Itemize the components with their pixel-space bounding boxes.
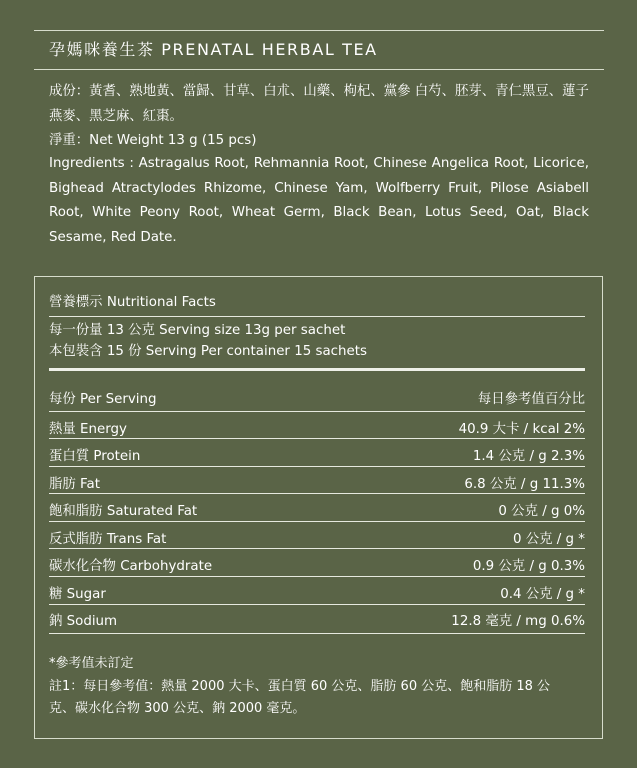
nutrient-label: 反式脂肪 Trans Fat xyxy=(49,531,167,547)
row-divider xyxy=(49,438,585,439)
nutrient-value: 0 公克 / g 0% xyxy=(498,503,585,519)
facts-section-divider xyxy=(49,368,585,371)
nutrient-value: 12.8 毫克 / mg 0.6% xyxy=(451,613,585,629)
title-divider xyxy=(34,69,604,70)
row-divider xyxy=(49,604,585,605)
nutrient-row-fat xyxy=(49,471,585,493)
row-divider xyxy=(49,576,585,577)
nutrient-row-protein xyxy=(49,443,585,465)
nutrient-value: 0.9 公克 / g 0.3% xyxy=(472,558,585,574)
facts-title: 營養標示 Nutritional Facts xyxy=(49,295,216,310)
daily-value-header: 每日參考值百分比 xyxy=(477,391,585,407)
nutrient-label: 脂肪 Fat xyxy=(49,476,100,492)
nutrient-value: 0.4 公克 / g * xyxy=(500,586,585,602)
nutrient-row-sodium xyxy=(49,608,585,630)
nutrient-label: 熱量 Energy xyxy=(49,421,127,437)
nutrient-value: 1.4 公克 / g 2.3% xyxy=(472,448,585,464)
nutrient-label: 碳水化合物 Carbohydrate xyxy=(49,558,213,574)
nutrient-row-energy xyxy=(49,416,585,438)
nutrient-label: 蛋白質 Protein xyxy=(49,448,141,464)
nutrient-value: 0 公克 / g * xyxy=(512,531,585,547)
product-title: 孕媽咪養生茶 PRENATAL HERBAL TEA xyxy=(49,40,378,59)
composition-text: 成份：黃耆、熟地黃、當歸、甘草、白朮、山藥、枸杞、黨參 白芍、胚芽、青仁黑豆、蓮子燕麥、黑芝麻、紅棗。 xyxy=(49,84,589,124)
servings-per-container: 本包裝含 15 份 Serving Per container 15 sachets xyxy=(49,344,367,359)
nutrient-row-carbohydrate xyxy=(49,553,585,575)
nutrient-value: 40.9 大卡 / kcal 2% xyxy=(458,421,585,437)
nutrient-row-trans-fat xyxy=(49,526,585,548)
facts-header-row xyxy=(49,386,585,408)
row-divider xyxy=(49,493,585,494)
serving-size: 每一份量 13 公克 Serving size 13g per sachet xyxy=(49,323,346,338)
nutrient-value: 6.8 公克 / g 11.3% xyxy=(464,476,585,492)
footnote-star: *參考值未訂定 xyxy=(49,656,134,671)
row-divider xyxy=(49,548,585,549)
row-divider xyxy=(49,411,585,412)
nutrient-label: 鈉 Sodium xyxy=(49,613,118,629)
row-divider xyxy=(49,466,585,467)
row-divider xyxy=(49,521,585,522)
nutrient-label: 飽和脂肪 Saturated Fat xyxy=(49,503,198,519)
footnote-daily-reference: 註1：每日參考值：熱量 2000 大卡、蛋白質 60 公克、脂肪 60 公克、飽和脂肪 18 公克、碳水化合物 300 公克、鈉 2000 毫克。 xyxy=(49,679,551,716)
nutrient-row-saturated-fat xyxy=(49,498,585,520)
net-weight-text: 淨重：Net Weight 13 g (15 pcs) xyxy=(49,133,257,148)
per-serving-header: 每份 Per Serving xyxy=(49,391,157,407)
top-divider xyxy=(34,30,604,31)
facts-title-divider xyxy=(49,316,585,317)
row-divider xyxy=(49,633,585,634)
nutrient-row-sugar xyxy=(49,581,585,603)
nutrition-facts-panel xyxy=(34,276,603,739)
nutrient-label: 糖 Sugar xyxy=(49,586,106,602)
ingredients-text: Ingredients : Astragalus Root, Rehmannia Root, Chinese Angelica Root, Licorice, Bighead Atractylodes Rhizome, Chinese Yam, Wolfberry Fruit, Pilose Asiabell Root, White Peony Root, Wheat Germ, Black Bean, Lotus Seed, Oat, Black Sesame, Red Date. xyxy=(49,156,589,245)
